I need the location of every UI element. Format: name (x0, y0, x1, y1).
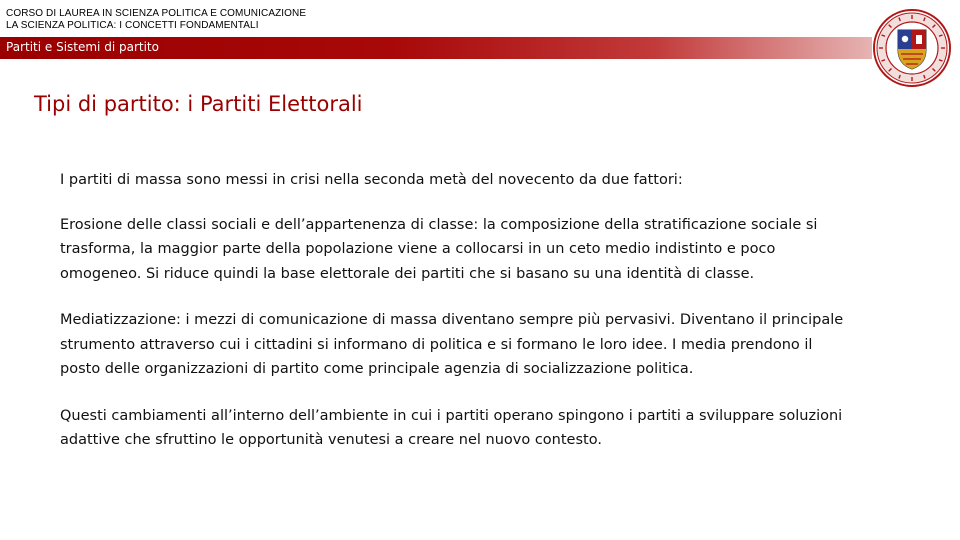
section-band (0, 37, 872, 59)
slide-title: Tipi di partito: i Partiti Elettorali (34, 92, 363, 116)
slide-body (60, 168, 850, 475)
course-subject: LA SCIENZA POLITICA: I CONCETTI FONDAMENTALI (6, 20, 259, 31)
intro-paragraph: I partiti di massa sono messi in crisi nella seconda metà del novecento da due fattori: (60, 172, 683, 188)
body-paragraph: Questi cambiamenti all’interno dell’ambiente in cui i partiti operano spingono i partiti a sviluppare soluzioni adattive che sfruttino le opportunità venutesi a creare nel nuovo contesto. (60, 407, 843, 448)
body-paragraph: Erosione delle classi sociali e dell’appartenenza di classe: la composizione della stratificazione sociale si trasforma, la maggior parte della popolazione viene a collocarsi in un ceto medio indistinto e poco omogeneo. Si riduce quindi la base elettorale dei partiti che si basano su una identità di classe. (60, 216, 818, 282)
body-paragraph: Mediatizzazione: i mezzi di comunicazione di massa diventano sempre più pervasivi. Diventano il principale strumento attraverso cui i cittadini si informano di politica e si formano le loro idee. I media prendono il posto delle organizzazioni di partito come principale agenzia di socializzazione politica. (60, 312, 844, 377)
university-seal-icon (872, 8, 952, 88)
section-title: Partiti e Sistemi di partito (6, 40, 159, 54)
course-header (6, 8, 306, 32)
course-name: CORSO DI LAUREA IN SCIENZA POLITICA E COMUNICAZIONE (6, 8, 307, 19)
